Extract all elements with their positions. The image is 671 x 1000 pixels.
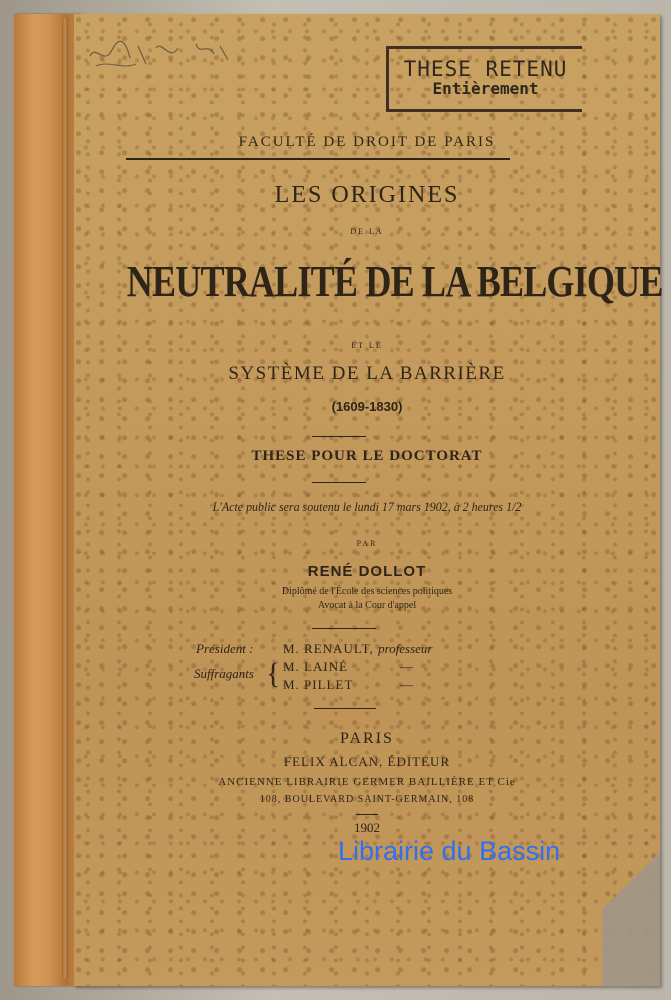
subtitle: SYSTÈME DE LA BARRIÈRE: [228, 363, 506, 384]
president-label: Président :: [196, 641, 254, 656]
assessor-2-dash: —: [400, 677, 414, 692]
assessor-1-dash: —: [400, 659, 414, 674]
date-range: (1609-1830): [331, 399, 403, 414]
stamp-line-1: THESE RETENU: [403, 57, 568, 81]
faculty-name: FACULTÉ DE DROIT DE PARIS: [238, 134, 496, 150]
divider-5: [356, 814, 378, 815]
author-credential-1: Diplômé de l'École des sciences politiques: [281, 586, 453, 597]
title-connector-1: DE LA: [350, 227, 384, 236]
title-top: LES ORIGINES: [274, 182, 460, 208]
publisher: FELIX ALCAN, ÉDITEUR: [283, 754, 451, 769]
main-title: NEUTRALITÉ DE LA BELGIQUE: [126, 257, 663, 306]
watermark-text: Librairie du Bassin: [338, 836, 561, 866]
former-publisher: ANCIENNE LIBRAIRIE GERMER BAILLIÈRE ET Cie: [218, 776, 516, 788]
publication-year: 1902: [354, 820, 380, 835]
divider-2: [312, 482, 366, 483]
divider-4: [314, 708, 376, 709]
book-spine: [14, 14, 80, 986]
jury-brace: {: [266, 657, 281, 690]
publication-city: PARIS: [340, 730, 394, 747]
divider-1: [312, 436, 366, 437]
assessor-1: M. LAINÉ: [283, 659, 349, 674]
assessors-label: Suffragants: [194, 666, 254, 681]
thesis-heading: THESE POUR LE DOCTORAT: [251, 448, 483, 464]
header-rule: [126, 158, 510, 160]
author-name: RENÉ DOLLOT: [307, 563, 427, 580]
title-connector-2: ET LE: [351, 341, 383, 350]
author-credential-2: Avocat à la Cour d'appel: [317, 600, 417, 611]
president-role: professeur: [378, 641, 433, 656]
president-name: [283, 641, 432, 657]
stamp-line-2: Entièrement: [432, 79, 539, 98]
divider-3: [312, 628, 376, 629]
publisher-address: 108, BOULEVARD SAINT-GERMAIN, 108: [259, 794, 475, 805]
spine-fold: [62, 18, 68, 978]
defense-date-line: L'Acte public sera soutenu le lundi 17 mars 1902, à 2 heures 1/2: [212, 499, 522, 514]
president: M. RENAULT,: [283, 641, 374, 656]
assessor-2: M. PILLET: [283, 677, 354, 692]
by-label: PAR: [356, 539, 378, 548]
torn-corner: [602, 836, 660, 986]
